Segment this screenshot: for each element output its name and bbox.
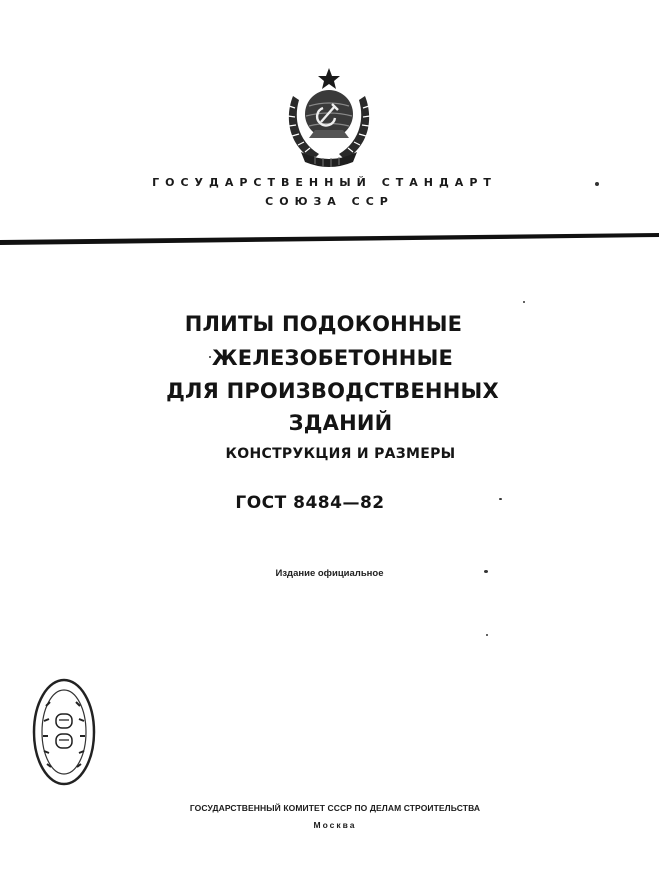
publication-city: Москва xyxy=(313,820,357,830)
scan-speck xyxy=(523,301,525,303)
library-stamp-icon xyxy=(30,676,98,788)
scan-speck xyxy=(484,570,488,573)
scan-speck xyxy=(209,356,211,358)
header-divider xyxy=(0,227,659,246)
header-state-standard: ГОСУДАРСТВЕННЫЙ СТАНДАРТ xyxy=(152,176,497,189)
standard-number: ГОСТ 8484—82 xyxy=(235,493,385,513)
scan-speck xyxy=(595,182,599,186)
header-union: СОЮЗА ССР xyxy=(265,195,394,208)
title-line-4: ЗДАНИЙ xyxy=(288,411,393,435)
publisher: ГОСУДАРСТВЕННЫЙ КОМИТЕТ СССР ПО ДЕЛАМ СТРОИТЕЛЬСТВА xyxy=(189,803,481,813)
state-emblem-icon xyxy=(279,66,379,170)
scan-speck xyxy=(486,634,488,636)
document-subtitle: КОНСТРУКЦИЯ И РАЗМЕРЫ xyxy=(225,446,456,462)
scan-speck xyxy=(499,498,502,500)
title-line-1: ПЛИТЫ ПОДОКОННЫЕ xyxy=(184,312,463,336)
edition-note: Издание официальное xyxy=(275,568,384,579)
title-line-3: ДЛЯ ПРОИЗВОДСТВЕННЫХ xyxy=(166,379,499,403)
title-line-2: ЖЕЛЕЗОБЕТОННЫЕ xyxy=(211,346,454,370)
